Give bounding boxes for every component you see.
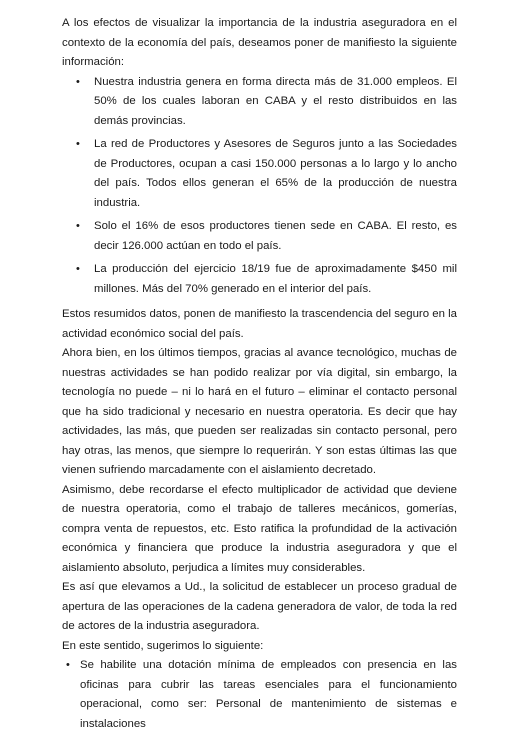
suggestions-intro-paragraph: En este sentido, sugerimos lo siguiente: bbox=[62, 639, 264, 652]
bullet-item-employment bbox=[76, 73, 457, 132]
bullet-text: Se habilite una dotación mínima de empleados con presencia en las oficinas para cubrir las tareas esenciales para el funcionamiento operacional, como ser: Personal de mantenimiento de sistemas e instalaciones bbox=[80, 659, 457, 730]
technology-paragraph: Ahora bien, en los últimos tiempos, gracias al avance tecnológico, muchas de nuestras actividades se han podido realizar por vía digital, sin embargo, la tecnología no puede – ni lo hará en el futuro – eliminar el contacto personal que ha sido tradicional y necesario en nuestra operatoria. Es decir que hay actividades, las más, que pueden ser realizadas sin contacto personal, pero hay otras, las menos, que siempre lo requerirán. Y son estas últimas las que vienen sufriendo marcadamente con el aislamiento decretado. bbox=[62, 347, 457, 476]
bullet-marker: • bbox=[76, 263, 80, 275]
request-paragraph: Es así que elevamos a Ud., la solicitud de establecer un proceso gradual de apertura de las operaciones de la cadena generadora de valor, de toda la red de actores de la industria aseguradora. bbox=[62, 581, 457, 632]
bullet-item-producers-network bbox=[76, 135, 457, 213]
bullet-marker: • bbox=[76, 75, 80, 88]
bullet-text: La producción del ejercicio 18/19 fue de aproximadamente $450 mil millones. Más del 70% generado en el interior del país. bbox=[94, 263, 457, 295]
bullet-item-minimum-staff bbox=[66, 656, 457, 734]
suggestions-bullet-list bbox=[62, 656, 457, 734]
bullet-marker: • bbox=[76, 220, 80, 232]
bullet-item-production bbox=[76, 260, 457, 299]
bullet-item-producers-location bbox=[76, 217, 457, 256]
document-page bbox=[62, 14, 457, 738]
summary-paragraph: Estos resumidos datos, ponen de manifiesto la trascendencia del seguro en la actividad económico social del país. bbox=[62, 308, 457, 340]
multiplier-effect-paragraph: Asimismo, debe recordarse el efecto multiplicador de actividad que deviene de nuestra operatoria, como el trabajo de talleres mecánicos, gomerías, compra venta de repuestos, etc. Esto ratifica la profundidad de la activación económica y financiera que produce la industria aseguradora y que el aislamiento absoluto, perjudica a límites muy considerables. bbox=[62, 483, 457, 574]
bullet-text: La red de Productores y Asesores de Seguros junto a las Sociedades de Productores, ocupan a casi 150.000 personas a lo largo y lo ancho del país. Todos ellos generan el 65% de la producción de nuestra industria. bbox=[94, 138, 457, 209]
intro-paragraph: A los efectos de visualizar la importancia de la industria aseguradora en el contexto de la economía del país, deseamos poner de manifiesto la siguiente información: bbox=[62, 17, 457, 68]
bullet-marker: • bbox=[66, 659, 70, 671]
bullet-text: Nuestra industria genera en forma directa más de 31.000 empleos. El 50% de los cuales laboran en CABA y el resto distribuidos en las demás provincias. bbox=[94, 75, 457, 127]
bullet-marker: • bbox=[76, 138, 80, 150]
bullet-text: Solo el 16% de esos productores tienen sede en CABA. El resto, es decir 126.000 actúan en todo el país. bbox=[94, 220, 457, 252]
statistics-bullet-list bbox=[62, 73, 457, 300]
